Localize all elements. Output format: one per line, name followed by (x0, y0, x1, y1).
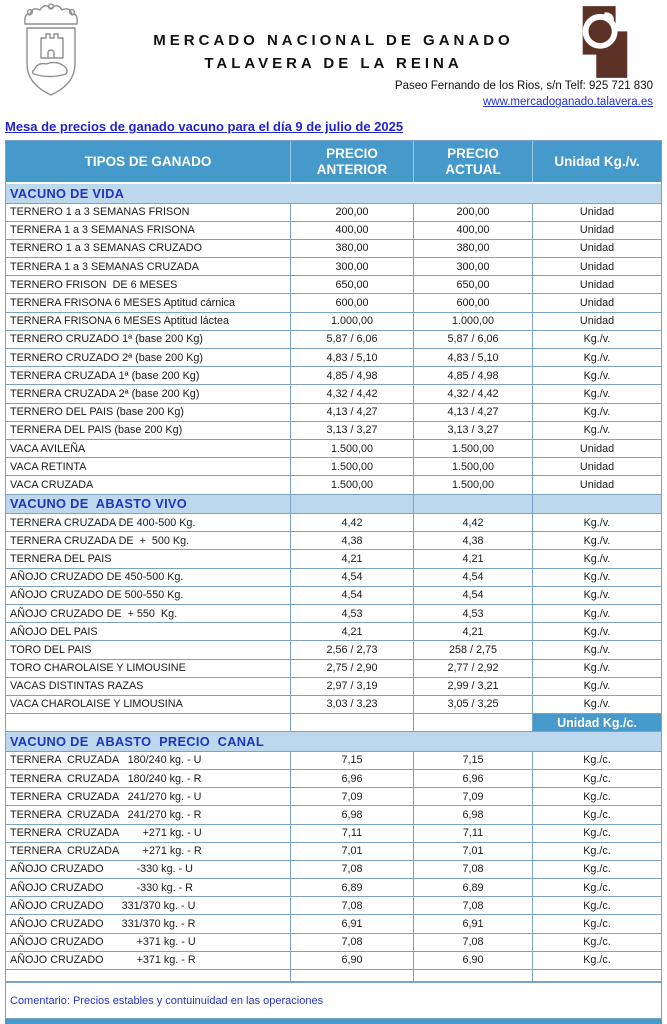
cell-precio-actual: 4,54 (414, 587, 533, 604)
table-row (6, 843, 661, 861)
cell-precio-anterior: 1.000,00 (291, 313, 414, 330)
table-row (6, 294, 661, 312)
section-title: VACUNO DE ABASTO PRECIO CANAL (10, 734, 264, 749)
cell-precio-anterior: 6,89 (291, 879, 414, 896)
column-header-precio-actual: PRECIO ACTUAL (414, 141, 533, 182)
table-row (6, 678, 661, 696)
section-cell (533, 732, 661, 751)
cell-precio-anterior: 4,32 / 4,42 (291, 385, 414, 402)
cell-tipo: AÑOJO CRUZADO 331/370 kg. - U (6, 897, 291, 914)
cell-precio-actual: 6,91 (414, 915, 533, 932)
table-row (6, 569, 661, 587)
table-row (6, 915, 661, 933)
cell-unidad: Kg./v. (583, 680, 611, 693)
cell-precio-actual: 1.000,00 (414, 313, 533, 330)
cell-precio-anterior: 4,83 / 5,10 (291, 349, 414, 366)
cell-precio-actual: 7,08 (414, 934, 533, 951)
cell-tipo: TERNERA CRUZADA 180/240 kg. - U (6, 752, 291, 769)
cell-unidad: Kg./v. (583, 607, 611, 620)
cell-tipo: TERNERA FRISONA 6 MESES Aptitud cárnica (6, 294, 291, 311)
section-title: VACUNO DE VIDA (10, 185, 125, 201)
table-row (6, 222, 661, 240)
cell-precio-actual: 4,53 (414, 605, 533, 622)
cell-unidad: Unidad (579, 206, 615, 219)
section-cell (291, 495, 414, 514)
cell-unidad: Kg./v. (583, 698, 611, 711)
cell-precio-actual: 6,89 (414, 879, 533, 896)
section-header-row (6, 495, 661, 515)
spacer-cell (533, 970, 661, 981)
column-header-unidad: Unidad Kg./v. (554, 153, 640, 169)
cell-precio-anterior: 4,54 (291, 569, 414, 586)
column-header-precio-anterior: PRECIO ANTERIOR (291, 141, 414, 182)
cell-tipo: AÑOJO CRUZADO -330 kg. - R (6, 879, 291, 896)
cell-precio-actual: 258 / 2,75 (414, 641, 533, 658)
table-row (6, 404, 661, 422)
table-row (6, 934, 661, 952)
table-row (6, 770, 661, 788)
table-row (6, 806, 661, 824)
cell-tipo: AÑOJO CRUZADO DE 450-500 Kg. (6, 569, 291, 586)
page-title: Mesa de precios de ganado vacuno para el día 9 de julio de 2025 (5, 119, 404, 134)
cell-tipo: TERNERO 1 a 3 SEMANAS FRISON (6, 204, 291, 221)
cell-precio-actual: 2,99 / 3,21 (414, 678, 533, 695)
section-cell (291, 732, 414, 751)
cell-tipo: TERNERA CRUZADA 2ª (base 200 Kg) (6, 385, 291, 402)
cell-precio-anterior: 1.500,00 (291, 440, 414, 457)
cell-tipo: AÑOJO CRUZADO -330 kg. - U (6, 861, 291, 878)
table-row (6, 952, 661, 970)
cell-tipo: AÑOJO CRUZADO DE 500-550 Kg. (6, 587, 291, 604)
cell-precio-actual: 7,15 (414, 752, 533, 769)
cell-unidad: Kg./v. (583, 534, 611, 547)
unit-banner-label: Unidad Kg./c. (533, 714, 661, 731)
cell-precio-anterior: 2,97 / 3,19 (291, 678, 414, 695)
cell-precio-anterior: 3,03 / 3,23 (291, 696, 414, 713)
mercado-ganado-logo-icon (573, 4, 635, 80)
cell-tipo: AÑOJO CRUZADO 331/370 kg. - R (6, 915, 291, 932)
section-cell (533, 184, 661, 203)
letterhead (0, 0, 667, 140)
cell-precio-actual: 7,08 (414, 897, 533, 914)
cell-precio-actual: 7,08 (414, 861, 533, 878)
cell-precio-actual: 380,00 (414, 240, 533, 257)
banner-empty-cell (291, 714, 414, 731)
cell-precio-actual: 4,83 / 5,10 (414, 349, 533, 366)
cell-precio-anterior: 650,00 (291, 276, 414, 293)
cell-precio-actual: 400,00 (414, 222, 533, 239)
cell-unidad: Kg./c. (583, 881, 611, 894)
org-name-line1: MERCADO NACIONAL DE GANADO (153, 32, 514, 49)
cell-precio-actual: 6,90 (414, 952, 533, 969)
comment-box (5, 982, 662, 1019)
table-row (6, 532, 661, 550)
cell-tipo: TERNERA CRUZADA DE 400-500 Kg. (6, 514, 291, 531)
table-row (6, 605, 661, 623)
cell-tipo: AÑOJO CRUZADO +371 kg. - R (6, 952, 291, 969)
cell-tipo: TERNERO CRUZADO 2ª (base 200 Kg) (6, 349, 291, 366)
bottom-bar (5, 1019, 662, 1024)
table-row (6, 276, 661, 294)
cell-tipo: TORO DEL PAIS (6, 641, 291, 658)
cell-unidad: Kg./c. (583, 863, 611, 876)
cell-unidad: Kg./c. (583, 918, 611, 931)
cell-tipo: TERNERO 1 a 3 SEMANAS CRUZADO (6, 240, 291, 257)
cell-unidad: Kg./c. (583, 954, 611, 967)
cell-unidad: Unidad (579, 297, 615, 310)
cell-unidad: Kg./v. (583, 516, 611, 529)
section-cell (533, 495, 661, 514)
section-cell (291, 184, 414, 203)
cell-unidad: Kg./v. (583, 662, 611, 675)
cell-unidad: Kg./c. (583, 899, 611, 912)
cell-precio-actual: 4,21 (414, 550, 533, 567)
cell-precio-actual: 1.500,00 (414, 440, 533, 457)
cell-precio-actual: 7,11 (414, 825, 533, 842)
table-row (6, 331, 661, 349)
cell-unidad: Unidad (579, 224, 615, 237)
table-row (6, 696, 661, 714)
cell-unidad: Kg./v. (583, 406, 611, 419)
cell-precio-actual: 5,87 / 6,06 (414, 331, 533, 348)
cell-precio-anterior: 400,00 (291, 222, 414, 239)
table-row (6, 458, 661, 476)
cell-unidad: Unidad (579, 478, 615, 491)
cell-precio-anterior: 7,09 (291, 788, 414, 805)
cell-precio-anterior: 6,98 (291, 806, 414, 823)
cell-tipo: AÑOJO CRUZADO DE + 550 Kg. (6, 605, 291, 622)
cell-precio-actual: 4,32 / 4,42 (414, 385, 533, 402)
spacer-cell (414, 970, 533, 981)
cell-tipo: TERNERA CRUZADA 1ª (base 200 Kg) (6, 367, 291, 384)
cell-precio-actual: 6,96 (414, 770, 533, 787)
table-row (6, 752, 661, 770)
cell-precio-anterior: 600,00 (291, 294, 414, 311)
cell-precio-actual: 4,85 / 4,98 (414, 367, 533, 384)
cell-unidad: Kg./v. (583, 369, 611, 382)
cell-precio-actual: 300,00 (414, 258, 533, 275)
table-row (6, 422, 661, 440)
cell-precio-anterior: 6,91 (291, 915, 414, 932)
cell-tipo: AÑOJO DEL PAIS (6, 623, 291, 640)
cell-precio-anterior: 1.500,00 (291, 476, 414, 493)
cell-tipo: VACA CHAROLAISE Y LIMOUSINA (6, 696, 291, 713)
section-cell (414, 732, 533, 751)
table-row (6, 514, 661, 532)
cell-unidad: Kg./v. (583, 589, 611, 602)
cell-tipo: TERNERO FRISON DE 6 MESES (6, 276, 291, 293)
cell-precio-anterior: 7,08 (291, 861, 414, 878)
cell-unidad: Unidad (579, 460, 615, 473)
cell-precio-actual: 2,77 / 2,92 (414, 660, 533, 677)
cell-precio-anterior: 4,38 (291, 532, 414, 549)
cell-precio-actual: 7,01 (414, 843, 533, 860)
table-row (6, 440, 661, 458)
table-row (6, 641, 661, 659)
cell-unidad: Kg./v. (583, 351, 611, 364)
cell-precio-anterior: 7,01 (291, 843, 414, 860)
empty-spacer-row (6, 970, 661, 982)
cell-precio-actual: 4,21 (414, 623, 533, 640)
table-row (6, 660, 661, 678)
cell-precio-actual: 4,54 (414, 569, 533, 586)
cell-precio-anterior: 7,15 (291, 752, 414, 769)
table-row (6, 587, 661, 605)
cell-precio-actual: 4,13 / 4,27 (414, 404, 533, 421)
cell-precio-actual: 4,38 (414, 532, 533, 549)
cell-precio-actual: 600,00 (414, 294, 533, 311)
cell-precio-actual: 7,09 (414, 788, 533, 805)
cell-precio-anterior: 4,21 (291, 550, 414, 567)
cell-unidad: Kg./v. (583, 643, 611, 656)
cell-unidad: Kg./c. (583, 790, 611, 803)
cell-tipo: TERNERA DEL PAIS (base 200 Kg) (6, 422, 291, 439)
table-row (6, 623, 661, 641)
section-cell (414, 495, 533, 514)
table-row (6, 313, 661, 331)
cell-precio-anterior: 6,90 (291, 952, 414, 969)
cell-unidad: Kg./c. (583, 827, 611, 840)
table-row (6, 240, 661, 258)
cell-unidad: Unidad (579, 315, 615, 328)
banner-empty-cell (6, 714, 291, 731)
table-row (6, 825, 661, 843)
address-line: Paseo Fernando de los Rios, s/n Telf: 925 721 830 (394, 80, 653, 92)
cell-tipo: TERNERA 1 a 3 SEMANAS FRISONA (6, 222, 291, 239)
cell-unidad: Kg./v. (583, 571, 611, 584)
cell-tipo: TERNERA 1 a 3 SEMANAS CRUZADA (6, 258, 291, 275)
table-row (6, 367, 661, 385)
cell-precio-actual: 1.500,00 (414, 458, 533, 475)
cell-unidad: Kg./v. (583, 333, 611, 346)
table-row (6, 788, 661, 806)
cell-tipo: TERNERO CRUZADO 1ª (base 200 Kg) (6, 331, 291, 348)
cell-tipo: VACA CRUZADA (6, 476, 291, 493)
cell-precio-anterior: 4,42 (291, 514, 414, 531)
table-row (6, 879, 661, 897)
cell-precio-anterior: 380,00 (291, 240, 414, 257)
cell-unidad: Kg./c. (583, 845, 611, 858)
org-name-line2: TALAVERA DE LA REINA (204, 54, 463, 72)
spacer-cell (291, 970, 414, 981)
section-title: VACUNO DE ABASTO VIVO (6, 495, 291, 514)
cell-tipo: TERNERA CRUZADA +271 kg. - U (6, 825, 291, 842)
cell-precio-anterior: 7,11 (291, 825, 414, 842)
cell-tipo: TERNERA CRUZADA DE + 500 Kg. (6, 532, 291, 549)
cell-tipo: TERNERA FRISONA 6 MESES Aptitud láctea (6, 313, 291, 330)
cell-unidad: Unidad (579, 442, 615, 455)
section-cell (414, 184, 533, 203)
unit-banner-row (6, 714, 661, 732)
table-row (6, 861, 661, 879)
cell-precio-actual: 1.500,00 (414, 476, 533, 493)
cell-unidad: Kg./c. (583, 808, 611, 821)
cell-tipo: TERNERA DEL PAIS (6, 550, 291, 567)
cell-precio-anterior: 2,75 / 2,90 (291, 660, 414, 677)
cell-unidad: Unidad (579, 242, 615, 255)
cell-precio-anterior: 4,21 (291, 623, 414, 640)
cell-precio-anterior: 4,13 / 4,27 (291, 404, 414, 421)
cell-precio-anterior: 7,08 (291, 934, 414, 951)
cell-tipo: TORO CHAROLAISE Y LIMOUSINE (6, 660, 291, 677)
price-table (5, 140, 662, 982)
cell-unidad: Kg./c. (583, 772, 611, 785)
table-row (6, 385, 661, 403)
cell-precio-actual: 6,98 (414, 806, 533, 823)
spacer-cell (6, 970, 291, 981)
organization-name (0, 30, 667, 75)
cell-precio-actual: 4,42 (414, 514, 533, 531)
cell-precio-anterior: 3,13 / 3,27 (291, 422, 414, 439)
cell-precio-actual: 200,00 (414, 204, 533, 221)
cell-unidad: Unidad (579, 260, 615, 273)
cell-tipo: VACA RETINTA (6, 458, 291, 475)
cell-precio-anterior: 300,00 (291, 258, 414, 275)
cell-precio-actual: 3,13 / 3,27 (414, 422, 533, 439)
cell-precio-anterior: 4,85 / 4,98 (291, 367, 414, 384)
cell-unidad: Kg./c. (583, 936, 611, 949)
comment-text: Comentario: Precios estables y contuinuidad en las operaciones (10, 994, 324, 1007)
cell-precio-anterior: 4,53 (291, 605, 414, 622)
banner-empty-cell (414, 714, 533, 731)
cell-tipo: AÑOJO CRUZADO +371 kg. - U (6, 934, 291, 951)
cell-unidad: Kg./v. (583, 552, 611, 565)
cell-unidad: Unidad (579, 278, 615, 291)
website-link[interactable]: www.mercadoganado.talavera.es (482, 96, 653, 108)
table-row (6, 476, 661, 494)
section-header-row (6, 732, 661, 752)
cell-precio-anterior: 200,00 (291, 204, 414, 221)
cell-precio-anterior: 7,08 (291, 897, 414, 914)
cell-tipo: TERNERA CRUZADA 180/240 kg. - R (6, 770, 291, 787)
table-row (6, 258, 661, 276)
cell-unidad: Kg./v. (583, 387, 611, 400)
cell-unidad: Kg./v. (583, 424, 611, 437)
cell-precio-anterior: 4,54 (291, 587, 414, 604)
table-row (6, 897, 661, 915)
cell-precio-anterior: 5,87 / 6,06 (291, 331, 414, 348)
cell-unidad: Kg./c. (583, 754, 611, 767)
section-header-row (6, 184, 661, 204)
cell-tipo: TERNERA CRUZADA +271 kg. - R (6, 843, 291, 860)
cell-precio-anterior: 1.500,00 (291, 458, 414, 475)
cell-tipo: TERNERO DEL PAIS (base 200 Kg) (6, 404, 291, 421)
cell-tipo: VACA AVILEÑA (6, 440, 291, 457)
cell-precio-actual: 650,00 (414, 276, 533, 293)
cell-precio-anterior: 6,96 (291, 770, 414, 787)
table-row (6, 349, 661, 367)
cell-tipo: VACAS DISTINTAS RAZAS (6, 678, 291, 695)
table-row (6, 550, 661, 568)
column-header-tipos: TIPOS DE GANADO (6, 141, 291, 182)
cell-tipo: TERNERA CRUZADA 241/270 kg. - R (6, 806, 291, 823)
table-header-row (6, 141, 661, 184)
cell-tipo: TERNERA CRUZADA 241/270 kg. - U (6, 788, 291, 805)
cell-unidad: Kg./v. (583, 625, 611, 638)
cell-precio-anterior: 2,56 / 2,73 (291, 641, 414, 658)
cell-precio-actual: 3,05 / 3,25 (414, 696, 533, 713)
table-row (6, 204, 661, 222)
